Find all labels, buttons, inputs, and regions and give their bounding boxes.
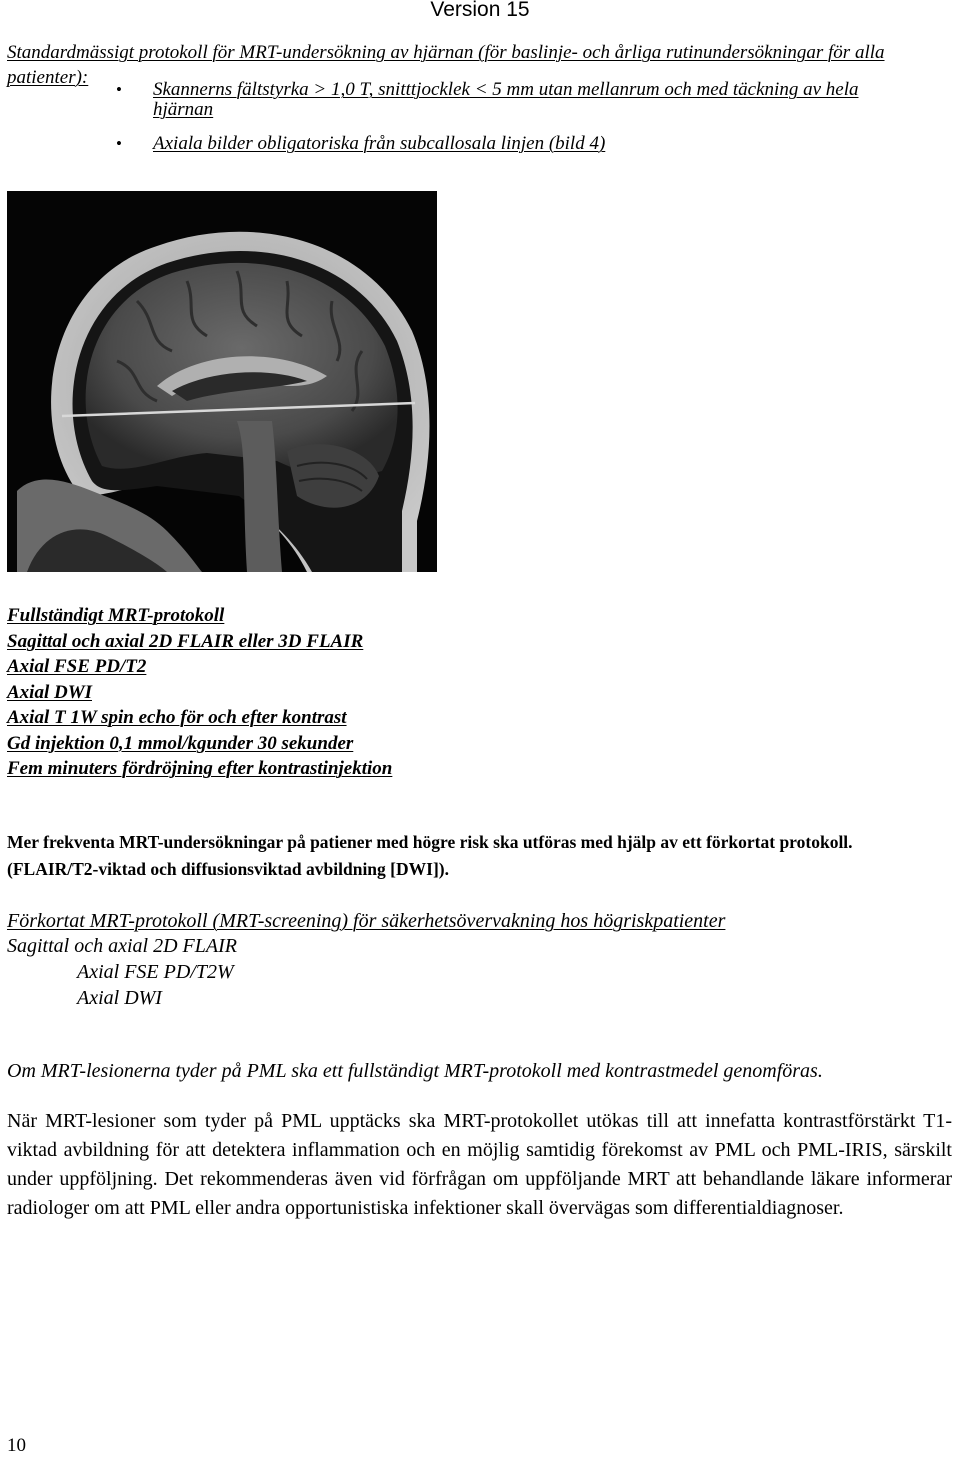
bullet-icon: • <box>116 134 122 153</box>
short-protocol-items <box>7 933 237 1011</box>
full-protocol-item: Axial DWI <box>7 681 92 703</box>
mri-brain-icon <box>7 191 437 572</box>
version-header: Version 15 <box>430 0 530 21</box>
page-number: 10 <box>7 1435 26 1456</box>
frequent-mri-note: Mer frekventa MRT-undersökningar på patiener med högre risk ska utföras med hjälp av ett förkortat protokoll. (FLAIR/T2-viktad och diffusionsviktad avbildning [DWI]). <box>7 832 853 879</box>
standard-protocol-bullets <box>0 80 960 168</box>
short-protocol-item: Axial FSE PD/T2W <box>77 961 234 983</box>
om-paragraph: Om MRT-lesionerna tyder på PML ska ett fullständigt MRT-protokoll med kontrastmedel genomföras. <box>7 1060 823 1082</box>
bullet-icon: • <box>116 80 122 99</box>
short-protocol-title: Förkortat MRT-protokoll (MRT-screening) för säkerhetsövervakning hos högriskpatienter <box>7 910 726 932</box>
short-protocol-item: Sagittal och axial 2D FLAIR <box>7 935 237 957</box>
mri-sagittal-brain-image <box>7 191 437 572</box>
bullet-text: Skannerns fältstyrka > 1,0 T, snitttjocklek < 5 mm utan mellanrum och med täckning av hela hjärnan <box>153 79 859 120</box>
bullet-item-field-strength <box>0 80 923 120</box>
full-protocol-item: Fem minuters fördröjning efter kontrastinjektion <box>7 758 393 779</box>
full-protocol-item: Axial T 1W spin echo för och efter kontrast <box>7 707 347 728</box>
bullet-text: Axiala bilder obligatoriska från subcallosala linjen (bild 4) <box>153 133 606 154</box>
short-protocol-item: Axial DWI <box>77 987 162 1009</box>
standard-protocol-title: Standardmässigt protokoll för MRT-undersökning av hjärnan (för baslinje- och årliga rutinundersökningar för alla patienter): <box>7 42 885 88</box>
full-protocol-item: Gd injektion 0,1 mmol/kgunder 30 sekunder <box>7 732 354 754</box>
full-protocol-title: Fullständigt MRT-protokoll <box>7 605 225 626</box>
nar-paragraph: När MRT-lesioner som tyder på PML upptäcks ska MRT-protokollet utökas till att innefatta kontrastförstärkt T1-viktad avbildning för att detektera inflammation och en möjlig samtidig förekomst av PML och PML-IRIS, särskilt under uppföljning. Det rekommenderas även vid förfrågan om uppföljande MRT att behandlande läkare informerar radiologer om att PML eller andra opportunistiska infektioner skall övervägas som differentialdiagnoser. <box>7 1110 952 1219</box>
full-protocol-section <box>7 603 907 782</box>
bullet-item-axial-images <box>0 134 923 154</box>
full-protocol-item: Sagittal och axial 2D FLAIR eller 3D FLAIR <box>7 630 364 652</box>
full-protocol-item: Axial FSE PD/T2 <box>7 656 147 677</box>
